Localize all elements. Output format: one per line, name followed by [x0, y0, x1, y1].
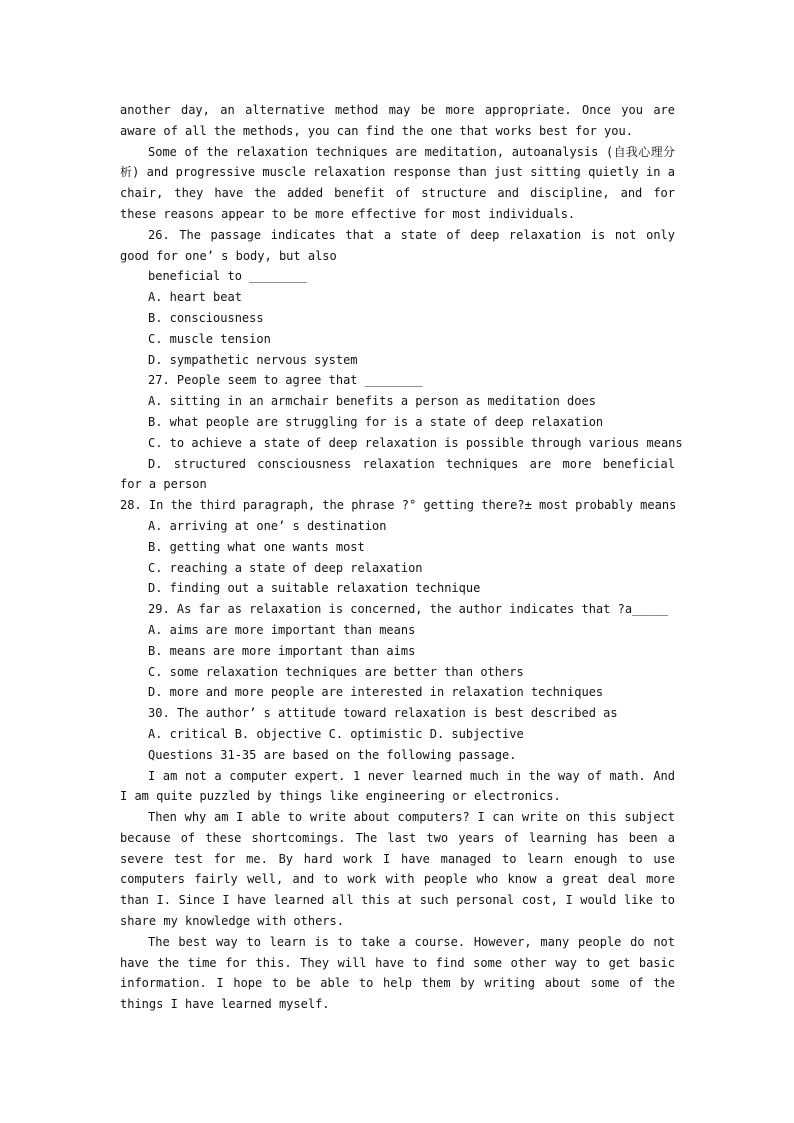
question-27-option-a: A. sitting in an armchair benefits a person as meditation does	[148, 394, 596, 409]
question-29-option-b: B. means are more important than aims	[148, 643, 416, 658]
question-26-stem: 26. The passage indicates that a state of deep relaxation is not only good for one’ s body, but also	[120, 227, 675, 263]
question-29-option-d: D. more and more people are interested in relaxation techniques	[148, 685, 604, 700]
question-30-options: A. critical B. objective C. optimistic D. subjective	[148, 726, 524, 741]
section-intro: Questions 31-35 are based on the following passage.	[148, 747, 517, 762]
question-29-option-a: A. aims are more important than means	[148, 622, 416, 637]
question-26-stem-continued: beneficial to ________	[148, 269, 307, 284]
question-27-option-c: C. to achieve a state of deep relaxation is possible through various means	[148, 435, 683, 450]
question-28-option-c: C. reaching a state of deep relaxation	[148, 560, 423, 575]
question-27-stem: 27. People seem to agree that ________	[148, 373, 423, 388]
question-30-stem: 30. The author’ s attitude toward relaxation is best described as	[148, 706, 618, 721]
question-27-option-d: D. structured consciousness relaxation techniques are more beneficial for a person	[120, 456, 675, 492]
question-26-option-d: D. sympathetic nervous system	[148, 352, 358, 367]
question-28-option-a: A. arriving at one’ s destination	[148, 518, 387, 533]
paragraph-continuation: another day, an alternative method may be more appropriate. Once you are aware of all the methods, you can find the one that works best for you.	[120, 103, 675, 138]
question-29-option-c: C. some relaxation techniques are better than others	[148, 664, 524, 679]
question-28-option-d: D. finding out a suitable relaxation technique	[148, 581, 481, 596]
question-28-stem: 28. In the third paragraph, the phrase ?° getting there?± most probably means	[120, 498, 677, 513]
document-page	[120, 100, 683, 1015]
passage-paragraph-3: The best way to learn is to take a course. However, many people do not have the time for this. They will have to find some other way to get basic information. I hope to be able to help them by writing about some of the things I have learned myself.	[120, 934, 675, 1012]
paragraph-relaxation-techniques: Some of the relaxation techniques are meditation, autoanalysis (自我心理分析) and progressive muscle relaxation response than just sitting quietly in a chair, they have the added benefit of structure and discipline, and for these reasons appear to be more effective for most individuals.	[120, 144, 675, 221]
question-26-option-a: A. heart beat	[148, 290, 242, 305]
question-26-option-c: C. muscle tension	[148, 331, 271, 346]
question-26-option-b: B. consciousness	[148, 310, 264, 325]
question-27-option-b: B. what people are struggling for is a state of deep relaxation	[148, 414, 604, 429]
question-28-option-b: B. getting what one wants most	[148, 539, 365, 554]
passage-paragraph-2: Then why am I able to write about computers? I can write on this subject because of these shortcomings. The last two years of learning has been a severe test for me. By hard work I have managed to learn enough to use computers fairly well, and to work with people who know a great deal more than I. Since I have learned all this at such personal cost, I would like to share my knowledge with others.	[120, 810, 675, 929]
question-29-stem: 29. As far as relaxation is concerned, the author indicates that ?a_____	[148, 602, 669, 617]
passage-paragraph-1: I am not a computer expert. 1 never learned much in the way of math. And I am quite puzzled by things like engineering or electronics.	[120, 768, 675, 804]
